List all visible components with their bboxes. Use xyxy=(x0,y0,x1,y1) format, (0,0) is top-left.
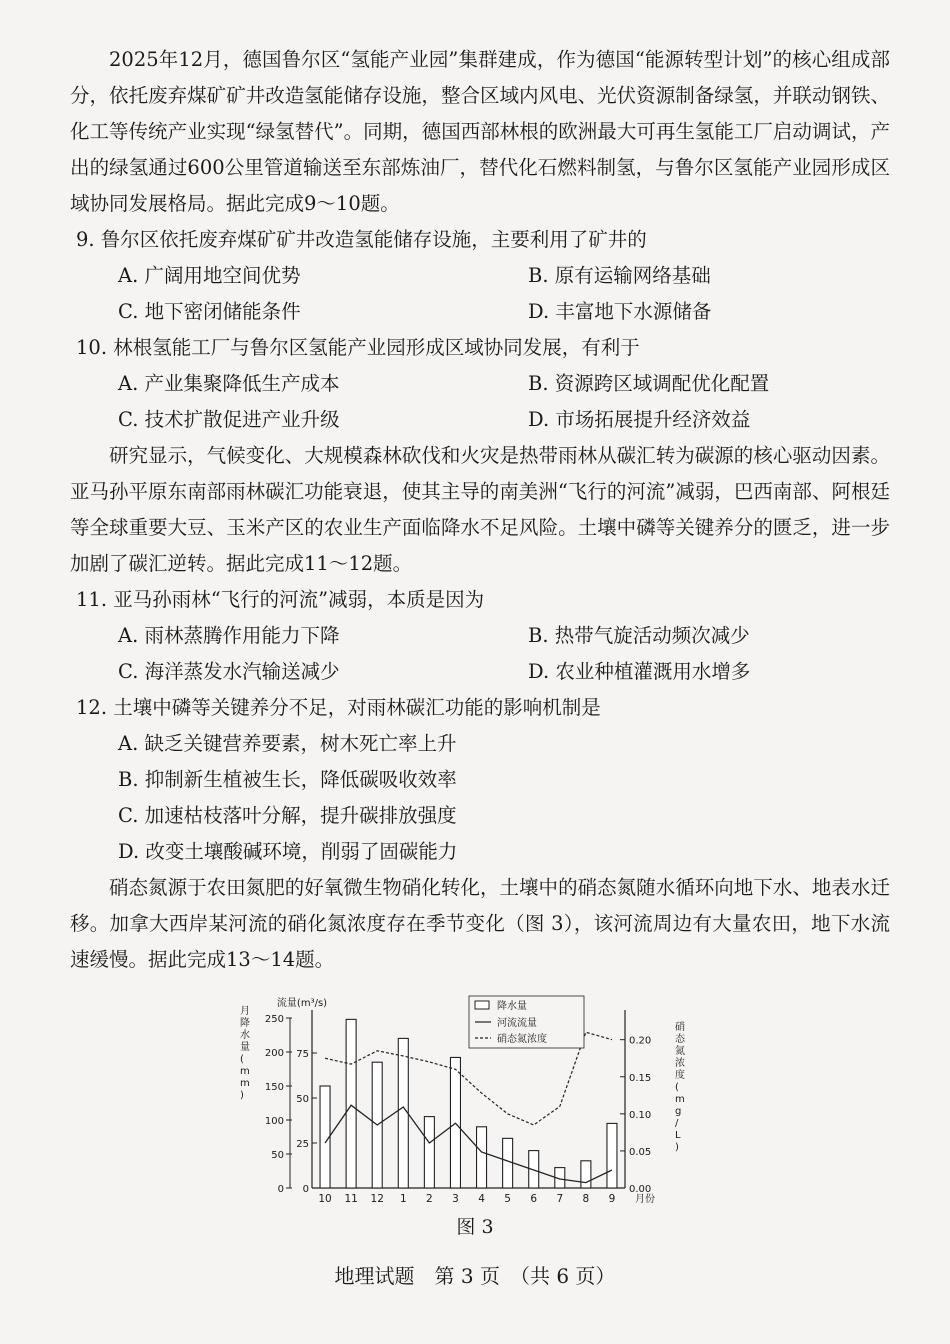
question-10-option-a: A. 产业集聚降低生产成本 xyxy=(118,372,340,395)
month-tick-label: 12 xyxy=(370,1193,384,1205)
precip-tick-label: 250 xyxy=(264,1014,284,1025)
passage-hydrogen: 2025年12月，德国鲁尔区“氢能产业园”集群建成，作为德国“能源转型计划”的核心组成部分，依托废弃煤矿矿井改造氢能储存设施，整合区域内风电、光伏资源制备绿氢，并联动钢铁、化工等传统产业实现“绿氢替代”。同期，德国西部林根的欧洲最大可再生氢能工厂启动调试，产出的绿氢通过600公里管道输送至东部炼油厂，替代化石燃料制氢，与鲁尔区氢能产业园形成区域协同发展格局。据此完成9～10题。 xyxy=(70,48,890,215)
question-9-option-c: C. 地下密闭储能条件 xyxy=(118,300,301,323)
passage-rainforest: 研究显示，气候变化、大规模森林砍伐和火灾是热带雨林从碳汇转为碳源的核心驱动因素。亚马孙平原东南部雨林碳汇功能衰退，使其主导的南美洲“飞行的河流”减弱，巴西南部、阿根廷等全球重要大豆、玉米产区的农业生产面临降水不足风险。土壤中磷等关键养分的匮乏，进一步加剧了碳汇逆转。据此完成11～12题。 xyxy=(70,444,890,575)
precip-bar xyxy=(398,1038,408,1188)
month-tick-label: 3 xyxy=(452,1193,459,1205)
legend-discharge-label: 河流流量 xyxy=(497,1018,537,1029)
question-10-option-b: B. 资源跨区域调配优化配置 xyxy=(528,372,770,395)
precip-bar xyxy=(346,1019,356,1188)
month-tick-label: 5 xyxy=(504,1193,511,1205)
x-axis-unit: 月份 xyxy=(635,1194,655,1205)
discharge-axis-label: 流量(m³/s) xyxy=(276,998,328,1009)
discharge-tick-label: 0 xyxy=(302,1184,309,1195)
discharge-tick-label: 75 xyxy=(296,1049,309,1060)
nitrate-tick-label: 0.05 xyxy=(629,1146,652,1158)
precip-bar xyxy=(581,1161,591,1188)
question-11-stem: 11. 亚马孙雨林“飞行的河流”减弱，本质是因为 xyxy=(76,588,485,611)
question-9-option-b: B. 原有运输网络基础 xyxy=(528,264,711,287)
month-tick-label: 2 xyxy=(426,1193,433,1205)
question-12-option-a: A. 缺乏关键营养要素，树木死亡率上升 xyxy=(118,732,457,755)
month-tick-label: 10 xyxy=(318,1193,332,1205)
precip-tick-label: 150 xyxy=(264,1082,284,1093)
month-tick-label: 11 xyxy=(344,1193,358,1205)
question-9-stem: 9. 鲁尔区依托废弃煤矿矿井改造氢能储存设施，主要利用了矿井的 xyxy=(76,228,647,251)
question-12-option-c: C. 加速枯枝落叶分解，提升碳排放强度 xyxy=(118,804,457,827)
question-12-stem: 12. 土壤中磷等关键养分不足，对雨林碳汇功能的影响机制是 xyxy=(76,696,601,719)
question-10-stem: 10. 林根氢能工厂与鲁尔区氢能产业园形成区域协同发展，有利于 xyxy=(76,336,640,359)
discharge-tick-label: 25 xyxy=(296,1139,309,1150)
month-tick-label: 9 xyxy=(608,1193,616,1205)
legend-precip-label: 降水量 xyxy=(497,1001,527,1012)
page-footer: 地理试题 第 3 页 （共 6 页） xyxy=(334,1264,616,1288)
precip-tick-label: 0 xyxy=(277,1184,284,1195)
question-12-option-b: B. 抑制新生植被生长，降低碳吸收效率 xyxy=(118,768,457,791)
legend-precip-swatch xyxy=(475,1001,489,1009)
month-tick-label: 7 xyxy=(556,1193,564,1205)
question-10-option-c: C. 技术扩散促进产业升级 xyxy=(118,408,340,431)
precip-bar xyxy=(477,1127,487,1188)
nitrate-tick-label: 0.10 xyxy=(629,1109,652,1121)
precip-bar xyxy=(503,1138,513,1188)
month-tick-label: 6 xyxy=(530,1193,538,1205)
question-11-option-d: D. 农业种植灌溉用水增多 xyxy=(528,660,751,683)
nitrate-tick-label: 0.20 xyxy=(629,1035,652,1047)
question-11-option-c: C. 海洋蒸发水汽输送减少 xyxy=(118,660,340,683)
precip-bar xyxy=(607,1123,617,1188)
figure-caption: 图 3 xyxy=(456,1216,494,1238)
question-9-option-a: A. 广阔用地空间优势 xyxy=(118,264,301,287)
nitrate-tick-label: 0.00 xyxy=(629,1184,652,1195)
nitrate-axis-label: 硝态氮浓度( m g / L ) xyxy=(675,1022,685,1153)
month-tick-label: 4 xyxy=(478,1193,485,1205)
question-9-option-d: D. 丰富地下水源储备 xyxy=(528,300,712,323)
legend-nitrate-label: 硝态氮浓度 xyxy=(497,1034,547,1045)
question-11-option-b: B. 热带气旋活动频次减少 xyxy=(528,624,750,647)
passage-nitrate: 硝态氮源于农田氮肥的好氧微生物硝化转化，土壤中的硝态氮随水循环向地下水、地表水迁移。加拿大西岸某河流的硝化氮浓度存在季节变化（图 3），该河流周边有大量农田，地下水流速缓慢。据此完成13～14题。 xyxy=(70,876,890,971)
nitrate-season-chart xyxy=(230,990,690,1240)
nitrate-tick-label: 0.15 xyxy=(629,1072,652,1084)
precip-tick-label: 100 xyxy=(264,1116,284,1127)
question-11-option-a: A. 雨林蒸腾作用能力下降 xyxy=(118,624,340,647)
question-10-option-d: D. 市场拓展提升经济效益 xyxy=(528,408,751,431)
precip-axis-label: 月降水量( m m ) xyxy=(240,1006,250,1101)
discharge-line xyxy=(325,1105,612,1182)
question-12-option-d: D. 改变土壤酸碱环境，削弱了固碳能力 xyxy=(118,840,458,863)
discharge-tick-label: 50 xyxy=(296,1094,309,1105)
month-tick-label: 8 xyxy=(582,1193,590,1205)
precip-tick-label: 50 xyxy=(271,1150,284,1161)
precip-bar xyxy=(424,1117,434,1188)
month-tick-label: 1 xyxy=(399,1193,407,1205)
precip-tick-label: 200 xyxy=(264,1048,284,1059)
